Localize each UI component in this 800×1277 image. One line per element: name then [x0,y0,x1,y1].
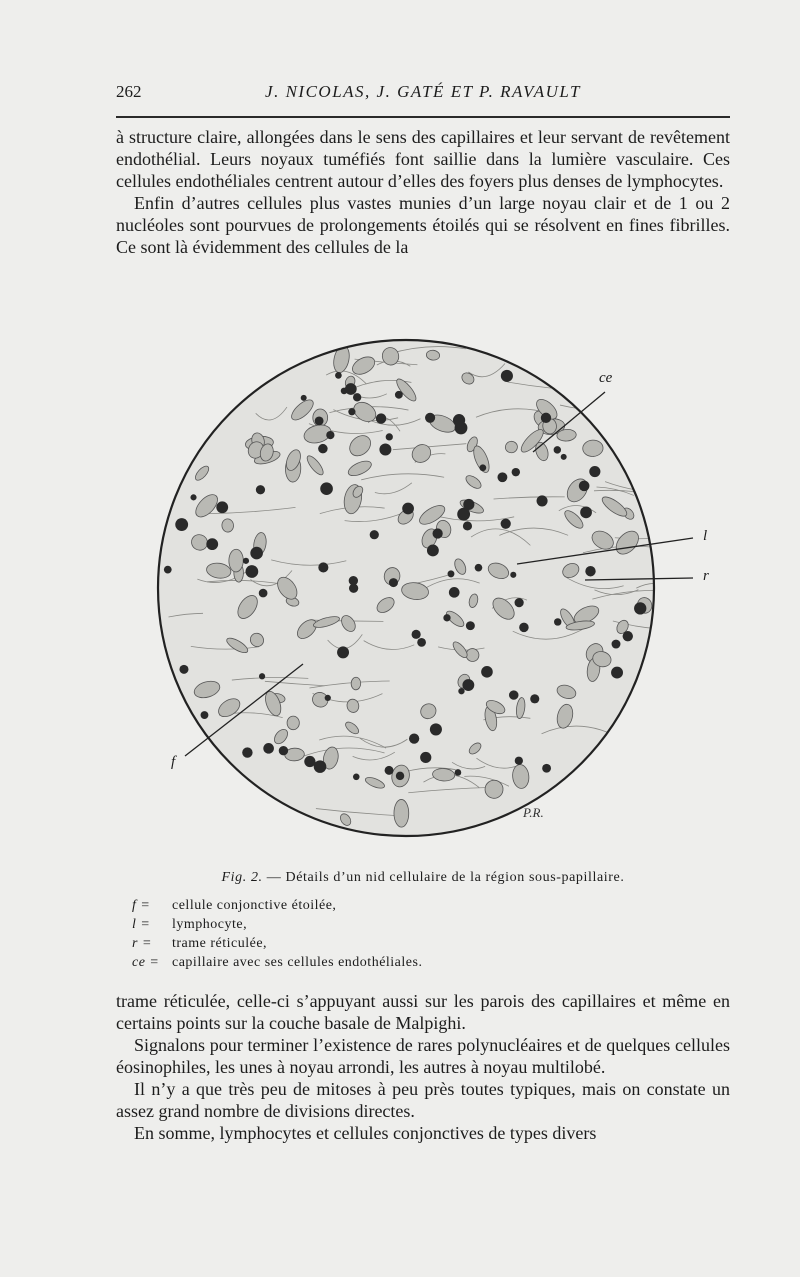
lymphocyte [190,494,196,500]
lymphocyte [335,372,342,379]
lymphocyte [453,414,465,426]
lymphocyte [425,413,435,423]
label-r: r [703,568,709,584]
legend-row [132,896,632,915]
page-number: 262 [116,82,142,101]
lymphocyte [326,431,334,439]
lymphocyte [279,746,288,755]
lymphocyte [242,747,252,757]
lymphocyte [216,501,228,513]
legend-text: capillaire avec ses cellules endothéliales. [172,955,423,970]
lymphocyte [501,519,511,529]
lymphocyte [554,446,561,453]
lymphocyte [455,769,462,776]
legend-text: trame réticulée, [172,936,268,951]
lymphocyte [497,472,507,482]
text-block-bottom [116,990,730,1144]
lymphocyte [554,618,561,625]
lymphocyte [519,623,529,633]
microscope-field-drawing [145,324,708,864]
legend-row [132,953,632,972]
paragraph: Enfin d’autres cellules plus vastes munies d’un large noyau clair et de 1 ou 2 nucléoles sont pourvues de prolongements étoilés qui se résolvent en fines fibrilles. Ce sont là évidemment des cellules de la [116,193,730,257]
figure-legend [132,896,632,972]
lymphocyte [379,444,391,456]
lymphocyte [623,631,633,641]
lymphocyte [579,481,590,492]
lymphocyte [432,528,442,538]
lymphocyte [325,695,331,701]
lymphocyte [420,752,431,763]
legend-row [132,915,632,934]
lymphocyte [481,666,493,678]
lymphocyte [512,468,520,476]
lymphocyte [243,558,249,564]
lymphocyte [301,395,307,401]
lymphocyte [318,562,328,572]
lymphocyte [395,391,403,399]
figure-number: Fig. 2. [221,870,263,885]
lymphocyte [337,646,349,658]
lymphocyte [447,570,454,577]
lymphocyte [510,572,516,578]
lymphocyte [443,614,450,621]
paragraph: trame réticulée, celle-ci s’appuyant aussi sur les parois des capillaires et même en certains points sur la couche basale de Malpighi. [116,991,730,1033]
label-ce: ce [599,370,613,386]
label-l: l [703,528,708,544]
lymphocyte [537,495,548,506]
lymphocyte [320,482,333,495]
legend-row [132,934,632,953]
lymphocyte [458,688,464,694]
lymphocyte [318,444,327,453]
cell-nucleus [229,549,244,572]
lymphocyte [175,518,188,531]
lymphocyte [462,679,474,691]
lymphocyte [515,757,523,765]
paragraph: En somme, lymphocytes et cellules conjonctives de types divers [134,1123,597,1143]
lymphocyte [314,760,327,773]
histology-figure [145,324,709,864]
lymphocyte [370,530,379,539]
lymphocyte [164,566,172,574]
lymphocyte [245,565,258,578]
lymphocyte [427,545,439,557]
paragraph: Signalons pour terminer l’existence de rares polynucléaires et de quelques cellules éosinophiles, les unes à noyau arrondi, les autres à noyau multilobé. [116,1035,730,1077]
lymphocyte [475,564,483,572]
lymphocyte [201,711,209,719]
figure-caption [116,870,730,886]
lymphocyte [417,638,426,647]
lymphocyte [541,413,551,423]
cell-nucleus [351,677,361,690]
lymphocyte [376,413,386,423]
lymphocyte [509,690,518,699]
legend-key: f = [132,898,151,913]
lymphocyte [304,756,315,767]
legend-text: cellule conjonctive étoilée, [172,898,337,913]
lymphocyte [315,416,324,425]
lymphocyte [501,370,513,382]
lymphocyte [259,673,265,679]
lymphocyte [585,566,595,576]
caption-text: — Détails d’un nid cellulaire de la région sous-papillaire. [266,870,625,885]
running-head [116,82,730,108]
lymphocyte [206,538,218,550]
legend-key: l = [132,917,151,932]
lymphocyte [457,508,470,521]
running-head-authors: J. NICOLAS, J. GATÉ ET P. RAVAULT [265,82,581,101]
lymphocyte [430,723,442,735]
lymphocyte [389,578,398,587]
lymphocyte [479,464,486,471]
lymphocyte [409,733,419,743]
lymphocyte [611,667,623,679]
lymphocyte [412,630,421,639]
lymphocyte [396,772,404,780]
lymphocyte [402,503,414,515]
lymphocyte [580,506,592,518]
lymphocyte [515,598,524,607]
lymphocyte [589,466,600,477]
header-rule [116,116,730,118]
lymphocyte [353,393,361,401]
cell-nucleus [394,799,409,827]
paragraph: Il n’y a que très peu de mitoses à peu près toutes typiques, mais on constate un assez grand nombre de divisions directes. [116,1079,730,1121]
cell-nucleus [287,716,299,730]
lymphocyte [386,433,393,440]
lymphocyte [561,454,567,460]
lymphocyte [348,408,355,415]
lymphocyte [449,587,460,598]
lymphocyte [634,602,646,614]
lymphocyte [349,584,358,593]
lymphocyte [612,640,621,649]
lymphocyte [353,774,360,781]
lymphocyte [263,743,274,754]
lymphocyte [542,764,551,773]
lymphocyte [463,521,472,530]
legend-text: lymphocyte, [172,917,248,932]
lymphocyte [256,485,265,494]
lymphocyte [466,621,475,630]
legend-key: r = [132,936,152,951]
lymphocyte [259,589,268,598]
lymphocyte [250,547,263,560]
lymphocyte [530,694,539,703]
artist-signature: P.R. [523,805,544,820]
lymphocyte [345,383,357,395]
label-f: f [171,754,176,770]
paragraph: à structure claire, allongées dans le sens des capillaires et leur servant de revêtement endothélial. Leurs noyaux tuméfiés font saillie dans la lumière vasculaire. Ces cellules endothéliales centrent autour d’elles des foyers plus denses de lymphocytes. [116,127,730,191]
lymphocyte [385,766,394,775]
text-block-top [116,126,730,258]
lymphocyte [179,665,188,674]
legend-key: ce = [132,955,160,970]
